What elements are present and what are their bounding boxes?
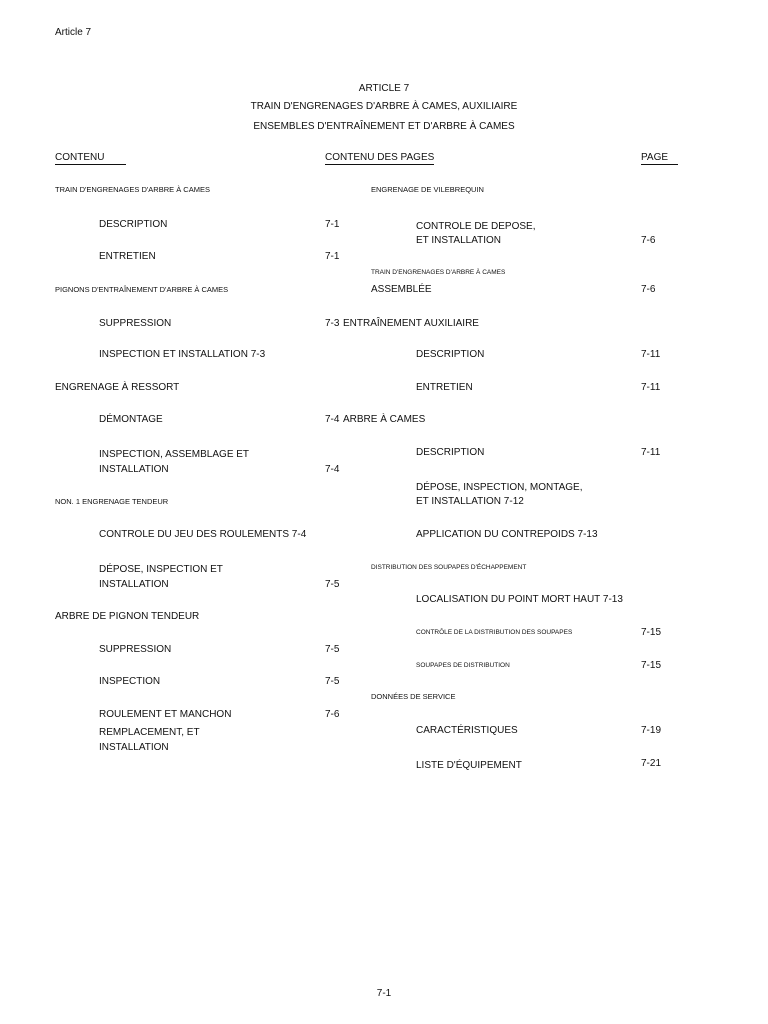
toc-page-number: 7-6 [325,709,340,720]
toc-page-number: 7-5 [325,579,340,590]
toc-entry-continued: ET INSTALLATION 7-12 [416,496,524,507]
toc-page-number: 7-5 [325,644,340,655]
column-header-page-text: PAGE [641,152,678,165]
column-header-page [641,152,678,165]
toc-section-heading: ENGRENAGE DE VILEBREQUIN [371,185,484,194]
toc-entry: ENTRETIEN [99,251,156,262]
toc-entry: DESCRIPTION [416,447,485,458]
running-header: Article 7 [55,27,92,38]
toc-entry: SUPPRESSION [99,644,172,655]
toc-entry: LISTE D'ÉQUIPEMENT [416,760,522,771]
toc-page-number: 7-3 [325,318,340,329]
toc-entry: INSPECTION [99,676,161,687]
toc-page-number: 7-4 [325,414,340,425]
toc-section-heading-small: DISTRIBUTION DES SOUPAPES D'ÉCHAPPEMENT [371,564,527,571]
toc-entry: INSPECTION ET INSTALLATION 7-3 [99,349,266,360]
toc-entry: INSPECTION, ASSEMBLAGE ET [99,449,250,460]
toc-section-heading: ARBRE À CAMES [343,414,426,425]
toc-section-heading: ENTRAÎNEMENT AUXILIAIRE [343,318,479,329]
toc-section-heading: TRAIN D'ENGRENAGES D'ARBRE À CAMES [55,185,210,194]
toc-entry: ENTRETIEN [416,382,473,393]
toc-page-number: 7-11 [641,349,661,360]
toc-entry: LOCALISATION DU POINT MORT HAUT 7-13 [416,594,623,605]
toc-page-number: 7-15 [641,660,662,671]
toc-section-heading: ARBRE DE PIGNON TENDEUR [55,611,200,622]
toc-entry: CONTROLE DE DEPOSE, [416,221,536,232]
toc-page-number: 7-6 [641,235,656,246]
toc-page-number: 7-6 [641,284,656,295]
toc-entry-small: SOUPAPES DE DISTRIBUTION [416,662,510,669]
toc-page-number: 7-21 [641,758,662,769]
toc-page-number: 7-4 [325,464,340,475]
toc-section-heading: DONNÉES DE SERVICE [371,692,456,701]
toc-page-number: 7-1 [325,219,340,230]
toc-section-heading: NON. 1 ENGRENAGE TENDEUR [55,497,169,506]
toc-page-number: 7-19 [641,725,662,736]
toc-entry-continued: INSTALLATION [99,579,169,590]
toc-entry: ROULEMENT ET MANCHON [99,709,232,720]
toc-entry-continued: INSTALLATION [99,464,169,475]
toc-section-heading: ENGRENAGE À RESSORT [55,382,180,393]
toc-entry-continued: INSTALLATION [99,742,169,753]
article-title: ARTICLE 7 [358,83,410,94]
toc-entry: SUPPRESSION [99,318,172,329]
column-header-page-contents-text: CONTENU DES PAGES [325,152,435,163]
toc-page-number: 7-15 [641,627,662,638]
toc-entry: REMPLACEMENT, ET [99,727,200,738]
toc-entry: DÉPOSE, INSPECTION, MONTAGE, [416,482,583,493]
toc-entry: DESCRIPTION [416,349,485,360]
toc-section-heading: PIGNONS D'ENTRAÎNEMENT D'ARBRE À CAMES [55,285,229,294]
toc-entry: DÉPOSE, INSPECTION ET [99,564,223,575]
toc-entry: DÉMONTAGE [99,414,163,425]
toc-entry-continued: ET INSTALLATION [416,235,502,246]
toc-entry: DESCRIPTION [99,219,168,230]
toc-entry: APPLICATION DU CONTREPOIDS 7-13 [416,529,598,540]
toc-page-number: 7-1 [325,251,340,262]
toc-page-number: 7-11 [641,382,661,393]
toc-page-number: 7-5 [325,676,340,687]
column-header-contents-text: CONTENU [55,152,126,165]
article-subtitle-line1: TRAIN D'ENGRENAGES D'ARBRE À CAMES, AUXILIAIRE [250,101,518,112]
footer-page-number: 7-1 [376,988,392,999]
toc-entry: CONTROLE DU JEU DES ROULEMENTS 7-4 [99,529,307,540]
toc-section-heading-small: TRAIN D'ENGRENAGES D'ARBRE À CAMES [371,269,506,276]
article-subtitle-line2: ENSEMBLES D'ENTRAÎNEMENT ET D'ARBRE À CAMES [253,121,515,132]
toc-entry: CARACTÉRISTIQUES [416,725,518,736]
toc-page-number: 7-11 [641,447,661,458]
toc-section-heading: ASSEMBLÉE [371,284,432,295]
column-header-page-contents [325,152,434,165]
toc-entry-small: CONTRÔLE DE LA DISTRIBUTION DES SOUPAPES [416,629,573,636]
column-header-contents [55,152,126,165]
